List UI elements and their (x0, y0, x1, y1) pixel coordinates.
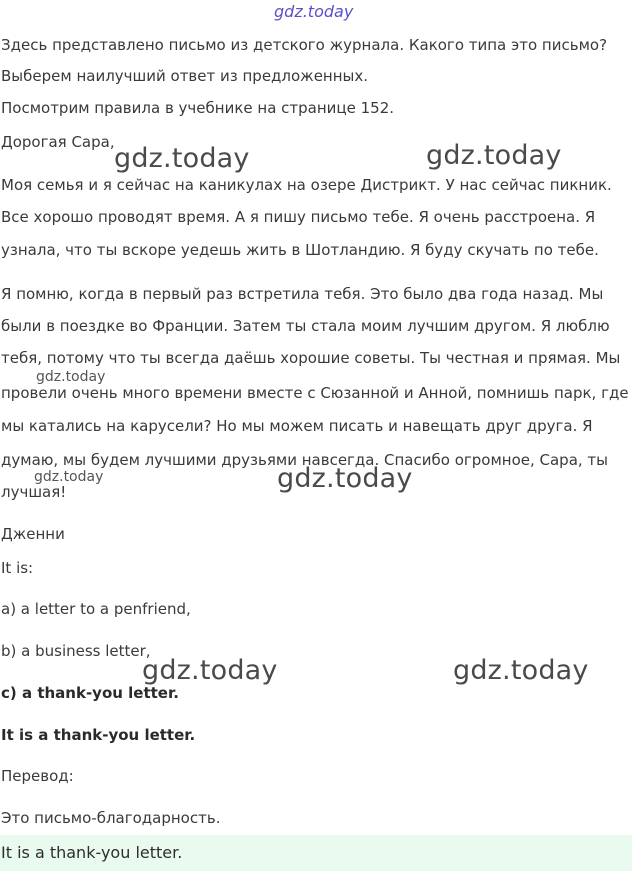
letter-p2-line-6: думаю, мы будем лучшими друзьями навсегда. Спасибо огромное, Сара, ты (1, 451, 609, 469)
letter-p2-line-1: Я помню, когда в первый раз встретила тебя. Это было два года назад. Мы (1, 285, 604, 303)
option-b: b) a business letter, (1, 642, 151, 660)
watermark: gdz.today (36, 369, 106, 385)
letter-p2-line-5: мы катались на карусели? Но мы можем писать и навещать друг друга. Я (1, 417, 593, 435)
watermark: gdz.today (426, 140, 562, 171)
watermark-top: gdz.today (274, 2, 354, 21)
letter-p2-line-7: лучшая! (1, 483, 67, 501)
intro-line-2: Выберем наилучший ответ из предложенных. (1, 67, 369, 85)
option-c: c) a thank-you letter. (1, 684, 179, 702)
watermark: gdz.today (34, 469, 104, 485)
translation-text: Это письмо-благодарность. (1, 809, 221, 827)
letter-signature: Дженни (1, 525, 65, 543)
final-answer: It is a thank-you letter. (1, 843, 183, 862)
answer-highlight (0, 835, 632, 871)
watermark: gdz.today (277, 463, 413, 494)
intro-line-3: Посмотрим правила в учебнике на странице 152. (1, 99, 395, 117)
intro-line-1: Здесь представлено письмо из детского журнала. Какого типа это письмо? (1, 36, 608, 54)
letter-p1-line-2: Все хорошо проводят время. А я пишу письмо тебе. Я очень расстроена. Я (1, 208, 596, 226)
question-it-is: It is: (1, 559, 34, 577)
letter-salutation: Дорогая Сара, (1, 133, 115, 151)
watermark: gdz.today (453, 655, 589, 686)
letter-p2-line-2: были в поездке во Франции. Затем ты стала моим лучшим другом. Я люблю (1, 317, 610, 335)
answer-bold: It is a thank-you letter. (1, 726, 196, 744)
option-a: a) a letter to a penfriend, (1, 600, 191, 618)
letter-p1-line-3: узнала, что ты вскоре уедешь жить в Шотландию. Я буду скучать по тебе. (1, 241, 599, 259)
letter-p2-line-4: провели очень много времени вместе с Сюзанной и Анной, помнишь парк, где (1, 384, 629, 402)
letter-p1-line-1: Моя семья и я сейчас на каникулах на озере Дистрикт. У нас сейчас пикник. (1, 176, 612, 194)
watermark: gdz.today (114, 143, 250, 174)
letter-p2-line-3: тебя, потому что ты всегда даёшь хорошие советы. Ты честная и прямая. Мы (1, 349, 621, 367)
translation-label: Перевод: (1, 767, 74, 785)
watermark: gdz.today (142, 655, 278, 686)
